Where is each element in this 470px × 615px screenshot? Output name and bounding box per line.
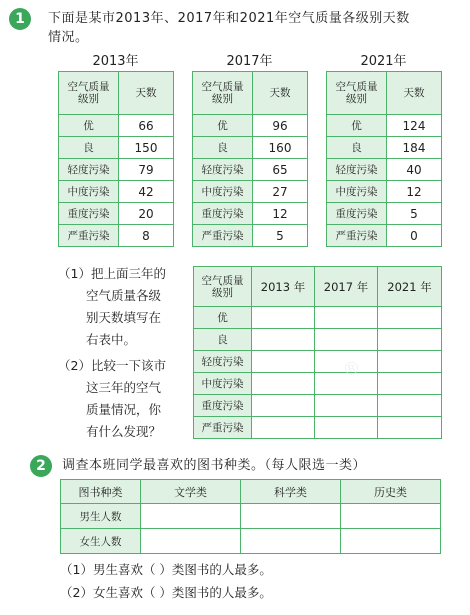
level-label: 良 [59, 137, 119, 159]
header-level: 空气质量 级别 [193, 72, 253, 115]
sub-question-2-line: 质量情况，你 [86, 402, 162, 417]
level-label: 重度污染 [194, 395, 252, 417]
watermark: ® [340, 357, 363, 382]
sub-question-1 [58, 263, 166, 351]
level-label: 良 [327, 137, 387, 159]
days-value: 150 [119, 137, 174, 159]
level-label: 优 [194, 307, 252, 329]
level-label: 轻度污染 [194, 351, 252, 373]
days-value: 42 [119, 181, 174, 203]
level-label: 优 [59, 115, 119, 137]
blank-cell[interactable] [341, 504, 441, 529]
days-value: 0 [387, 225, 442, 247]
fill-in-2: （2）女生喜欢（ ）类图书的人最多。 [60, 585, 272, 600]
header-literature: 文学类 [141, 480, 241, 504]
blank-cell[interactable] [141, 529, 241, 554]
blank-cell[interactable] [315, 329, 378, 351]
question-1-line1: 下面是某市2013年、2017年和2021年空气质量各级别天数 [48, 11, 410, 26]
blank-cell[interactable] [378, 351, 442, 373]
level-label: 优 [327, 115, 387, 137]
header-year-2013: 2013 年 [252, 267, 315, 307]
blank-cell[interactable] [252, 307, 315, 329]
question-2-badge: 2 [30, 455, 52, 477]
level-label: 严重污染 [327, 225, 387, 247]
blank-cell[interactable] [315, 307, 378, 329]
days-value: 66 [119, 115, 174, 137]
blank-cell[interactable] [378, 395, 442, 417]
blank-cell[interactable] [241, 529, 341, 554]
level-label: 中度污染 [59, 181, 119, 203]
level-label: 轻度污染 [193, 159, 253, 181]
header-level: 空气质量 级别 [194, 267, 252, 307]
sub-question-2-line: 有什么发现？ [86, 424, 162, 439]
sub-question-1-line: （1）把上面三年的 [58, 266, 166, 281]
level-label: 轻度污染 [327, 159, 387, 181]
header-science: 科学类 [241, 480, 341, 504]
table-2017 [192, 71, 308, 247]
level-label: 良 [194, 329, 252, 351]
level-label: 良 [193, 137, 253, 159]
blank-cell[interactable] [141, 504, 241, 529]
days-value: 40 [387, 159, 442, 181]
header-level: 空气质量 级别 [59, 72, 119, 115]
days-value: 27 [253, 181, 308, 203]
level-label: 中度污染 [193, 181, 253, 203]
row-label-boys: 男生人数 [61, 504, 141, 529]
header-book-type: 图书种类 [61, 480, 141, 504]
fill-in-1: （1）男生喜欢（ ）类图书的人最多。 [60, 562, 272, 577]
days-value: 12 [253, 203, 308, 225]
sub-question-2-line: （2）比较一下该市 [58, 358, 166, 373]
year-label-2021: 2021年 [360, 54, 407, 69]
header-days: 天数 [387, 72, 442, 115]
days-value: 12 [387, 181, 442, 203]
year-label-2017: 2017年 [226, 54, 273, 69]
sub-question-2-line: 这三年的空气 [86, 380, 162, 395]
row-label-girls: 女生人数 [61, 529, 141, 554]
days-value: 8 [119, 225, 174, 247]
blank-cell[interactable] [378, 307, 442, 329]
level-label: 严重污染 [194, 417, 252, 439]
level-label: 中度污染 [327, 181, 387, 203]
question-2-text: 调查本班同学最喜欢的图书种类。（每人限选一类） [62, 458, 367, 473]
level-label: 重度污染 [59, 203, 119, 225]
question-1-line2: 情况。 [48, 30, 89, 45]
sub-question-1-line: 空气质量各级 [86, 288, 162, 303]
header-days: 天数 [119, 72, 174, 115]
days-value: 184 [387, 137, 442, 159]
level-label: 中度污染 [194, 373, 252, 395]
year-label-2013: 2013年 [92, 54, 139, 69]
days-value: 160 [253, 137, 308, 159]
days-value: 5 [253, 225, 308, 247]
header-year-2017: 2017 年 [315, 267, 378, 307]
level-label: 重度污染 [193, 203, 253, 225]
blank-cell[interactable] [241, 504, 341, 529]
blank-cell[interactable] [378, 373, 442, 395]
days-value: 20 [119, 203, 174, 225]
days-value: 5 [387, 203, 442, 225]
header-level: 空气质量 级别 [327, 72, 387, 115]
level-label: 重度污染 [327, 203, 387, 225]
header-history: 历史类 [341, 480, 441, 504]
blank-cell[interactable] [341, 529, 441, 554]
header-days: 天数 [253, 72, 308, 115]
book-survey-table [60, 479, 441, 554]
days-value: 124 [387, 115, 442, 137]
blank-cell[interactable] [378, 329, 442, 351]
days-value: 96 [253, 115, 308, 137]
level-label: 优 [193, 115, 253, 137]
question-1-badge: 1 [9, 8, 31, 30]
sub-question-1-line: 右表中。 [86, 332, 137, 347]
level-label: 严重污染 [193, 225, 253, 247]
blank-cell[interactable] [378, 417, 442, 439]
blank-cell[interactable] [252, 329, 315, 351]
days-value: 79 [119, 159, 174, 181]
level-label: 轻度污染 [59, 159, 119, 181]
days-value: 65 [253, 159, 308, 181]
sub-question-1-line: 别天数填写在 [86, 310, 162, 325]
level-label: 严重污染 [59, 225, 119, 247]
table-2013 [58, 71, 174, 247]
table-2021 [326, 71, 442, 247]
header-year-2021: 2021 年 [378, 267, 442, 307]
